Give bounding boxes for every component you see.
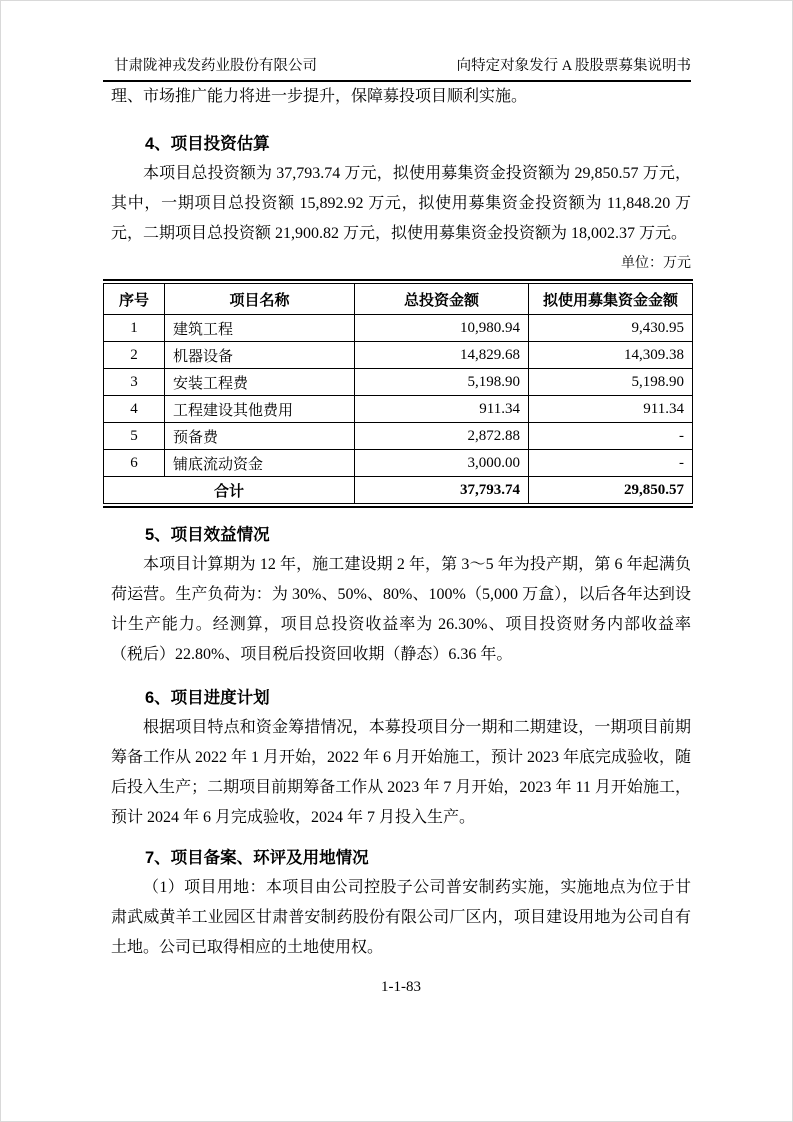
table-cell-seq: 4 [104, 396, 165, 423]
table-cell-raised: 9,430.95 [529, 315, 693, 342]
table-cell-seq: 6 [104, 450, 165, 477]
table-cell-name: 机器设备 [165, 342, 355, 369]
total-row-total-investment: 37,793.74 [355, 477, 529, 504]
table-cell-seq: 5 [104, 423, 165, 450]
table-cell-name: 安装工程费 [165, 369, 355, 396]
section-4-heading: 4、项目投资估算 [145, 135, 270, 153]
table-cell-name: 预备费 [165, 423, 355, 450]
table-header-row [104, 284, 693, 315]
table-cell-raised: - [529, 450, 693, 477]
table-cell-raised: 14,309.38 [529, 342, 693, 369]
table-row [104, 315, 693, 342]
table-cell-seq: 1 [104, 315, 165, 342]
table-row [104, 450, 693, 477]
table-cell-name: 铺底流动资金 [165, 450, 355, 477]
col-header-project-name: 项目名称 [165, 284, 355, 315]
page-header [103, 56, 691, 82]
table-row [104, 423, 693, 450]
header-document-title: 向特定对象发行 A 股股票募集说明书 [456, 58, 691, 74]
table-cell-total: 911.34 [355, 396, 529, 423]
section-7-heading: 7、项目备案、环评及用地情况 [145, 849, 369, 867]
table-total-row [104, 477, 693, 504]
col-header-seq: 序号 [104, 284, 165, 315]
section-6-heading: 6、项目进度计划 [145, 689, 270, 707]
table-row [104, 396, 693, 423]
col-header-total-investment: 总投资金额 [355, 284, 529, 315]
col-header-raised-funds: 拟使用募集资金金额 [529, 284, 693, 315]
page-number: 1-1-83 [381, 979, 421, 995]
table-cell-raised: - [529, 423, 693, 450]
table-unit-label: 单位：万元 [621, 256, 691, 271]
section-7-paragraph: （1）项目用地：本项目由公司控股子公司普安制药实施，实施地点为位于甘肃武威黄羊工业园区甘肃普安制药股份有限公司厂区内，项目建设用地为公司自有土地。公司已取得相应的土地使用权。 [111, 879, 691, 956]
table-cell-total: 5,198.90 [355, 369, 529, 396]
table-cell-name: 建筑工程 [165, 315, 355, 342]
table-cell-name: 工程建设其他费用 [165, 396, 355, 423]
investment-table [103, 283, 693, 504]
table-cell-raised: 911.34 [529, 396, 693, 423]
section-6-paragraph: 根据项目特点和资金筹措情况，本募投项目分一期和二期建设，一期项目前期筹备工作从 2022 年 1 月开始，2022 年 6 月开始施工，预计 2023 年底完成验收，随后投入生产；二期项目前期筹备工作从 2023 年 7 月开始，2023 年 11 月开始施工，预计 2024 年 6 月完成验收，2024 年 7 月投入生产。 [111, 719, 692, 826]
section-5-heading: 5、项目效益情况 [145, 526, 270, 544]
header-company-name: 甘肃陇神戎发药业股份有限公司 [114, 58, 317, 74]
table-cell-total: 3,000.00 [355, 450, 529, 477]
total-row-label: 合计 [104, 477, 355, 504]
intro-paragraph: 理、市场推广能力将进一步提升，保障募投项目顺利实施。 [111, 88, 528, 105]
table-cell-seq: 2 [104, 342, 165, 369]
investment-table-frame [103, 279, 693, 508]
table-cell-raised: 5,198.90 [529, 369, 693, 396]
table-row [104, 342, 693, 369]
page-content [111, 82, 691, 997]
total-row-raised-funds: 29,850.57 [529, 477, 693, 504]
section-4-paragraph: 本项目总投资额为 37,793.74 万元，拟使用募集资金投资额为 29,850.57 万元，其中，一期项目总投资额 15,892.92 万元，拟使用募集资金投资额为 11,848.20 万元，二期项目总投资额 21,900.82 万元，拟使用募集资金投资额为 18,002.37 万元。 [111, 165, 691, 242]
table-cell-total: 14,829.68 [355, 342, 529, 369]
table-row [104, 369, 693, 396]
table-cell-total: 10,980.94 [355, 315, 529, 342]
table-cell-total: 2,872.88 [355, 423, 529, 450]
table-cell-seq: 3 [104, 369, 165, 396]
section-5-paragraph: 本项目计算期为 12 年，施工建设期 2 年，第 3～5 年为投产期，第 6 年起满负荷运营。生产负荷为：为 30%、50%、80%、100%（5,000 万盒），以后各年达到设计生产能力。经测算，项目总投资收益率为 26.30%、项目投资财务内部收益率（税后）22.80%、项目税后投资回收期（静态）6.36 年。 [111, 556, 691, 663]
